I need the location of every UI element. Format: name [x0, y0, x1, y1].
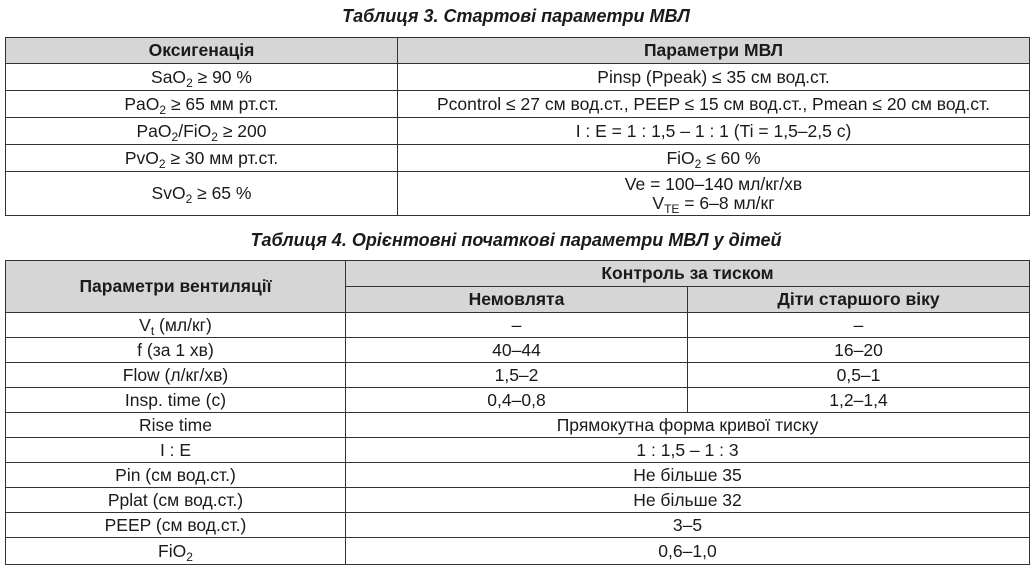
table4-caption: Таблиця 4. Орієнтовні початкові параметри МВЛ у дітей — [250, 230, 782, 250]
table4-cell-param: Pin (см вод.ст.) — [6, 463, 346, 488]
table4-header-older-children: Діти старшого віку — [688, 287, 1030, 313]
table4-cell-merged: Прямокутна форма кривої тиску — [346, 413, 1030, 438]
table4-header-pressure-control: Контроль за тиском — [346, 261, 1030, 287]
table4-row — [6, 538, 1030, 565]
table4-cell-param: I : E — [6, 438, 346, 463]
table4-row — [6, 363, 1030, 388]
table3-row — [6, 64, 1030, 91]
table4-cell-param: Flow (л/кг/хв) — [6, 363, 346, 388]
table4-cell-infants: 1,5–2 — [346, 363, 688, 388]
table4-row — [6, 313, 1030, 338]
table3-cell-oxygenation: PaO$_2$/FiO$_2$ ≥ 200 — [6, 118, 398, 145]
table4-cell-param: f (за 1 хв) — [6, 338, 346, 363]
table4-row — [6, 438, 1030, 463]
table4-header-infants: Немовлята — [346, 287, 688, 313]
table4-cell-merged: Не більше 32 — [346, 488, 1030, 513]
table4-row — [6, 388, 1030, 413]
table4-cell-infants: – — [346, 313, 688, 338]
table4-cell-param: Rise time — [6, 413, 346, 438]
table4-row — [6, 463, 1030, 488]
table4-cell-param: Pplat (см вод.ст.) — [6, 488, 346, 513]
table3-row — [6, 118, 1030, 145]
table3-row — [6, 91, 1030, 118]
table3-row — [6, 172, 1030, 216]
table3-cell-oxygenation: PaO$_2$ ≥ 65 мм рт.ст. — [6, 91, 398, 118]
table4-cell-older: – — [688, 313, 1030, 338]
table3-row — [6, 145, 1030, 172]
table3-cell-oxygenation: SvO$_2$ ≥ 65 % — [6, 172, 398, 216]
table4-row — [6, 513, 1030, 538]
table4-header-param: Параметри вентиляції — [6, 261, 346, 313]
table4-row — [6, 413, 1030, 438]
table4-cell-param: $V_t$ (мл/кг) — [6, 313, 346, 338]
table4-cell-merged: 0,6–1,0 — [346, 538, 1030, 565]
table4 — [5, 260, 1030, 565]
table4-cell-param: PEEP (см вод.ст.) — [6, 513, 346, 538]
table4-row — [6, 338, 1030, 363]
table3-caption: Таблиця 3. Стартові параметри МВЛ — [342, 6, 690, 26]
table4-row — [6, 488, 1030, 513]
table4-cell-param: Insp. time (с) — [6, 388, 346, 413]
table4-cell-param: FiO$_2$ — [6, 538, 346, 565]
table3-cell-param: I : E = 1 : 1,5 – 1 : 1 (Ti = 1,5–2,5 с) — [398, 118, 1030, 145]
table4-cell-merged: Не більше 35 — [346, 463, 1030, 488]
table3-header-oxygenation: Оксигенація — [6, 38, 398, 64]
table4-cell-older: 1,2–1,4 — [688, 388, 1030, 413]
table3-cell-oxygenation: SaO$_2$ ≥ 90 % — [6, 64, 398, 91]
table4-cell-infants: 40–44 — [346, 338, 688, 363]
table3-cell-param: Pinsp (Ppeak) ≤ 35 см вод.ст. — [398, 64, 1030, 91]
table4-cell-merged: 3–5 — [346, 513, 1030, 538]
table3-cell-param: Ve = 100–140 мл/кг/хв $V_{TE} = 6-8$ мл/кг — [398, 172, 1030, 216]
table3-header-ventilation-params: Параметри МВЛ — [398, 38, 1030, 64]
table4-cell-older: 16–20 — [688, 338, 1030, 363]
table4-cell-merged: 1 : 1,5 – 1 : 3 — [346, 438, 1030, 463]
table4-cell-infants: 0,4–0,8 — [346, 388, 688, 413]
table3-cell-param: Pcontrol ≤ 27 см вод.ст., PEEP ≤ 15 см вод.ст., Pmean ≤ 20 см вод.ст. — [398, 91, 1030, 118]
table4-cell-older: 0,5–1 — [688, 363, 1030, 388]
table3-cell-param: FiO$_2$ ≤ 60 % — [398, 145, 1030, 172]
table3 — [5, 37, 1030, 216]
table3-cell-oxygenation: PvO$_2$ ≥ 30 мм рт.ст. — [6, 145, 398, 172]
